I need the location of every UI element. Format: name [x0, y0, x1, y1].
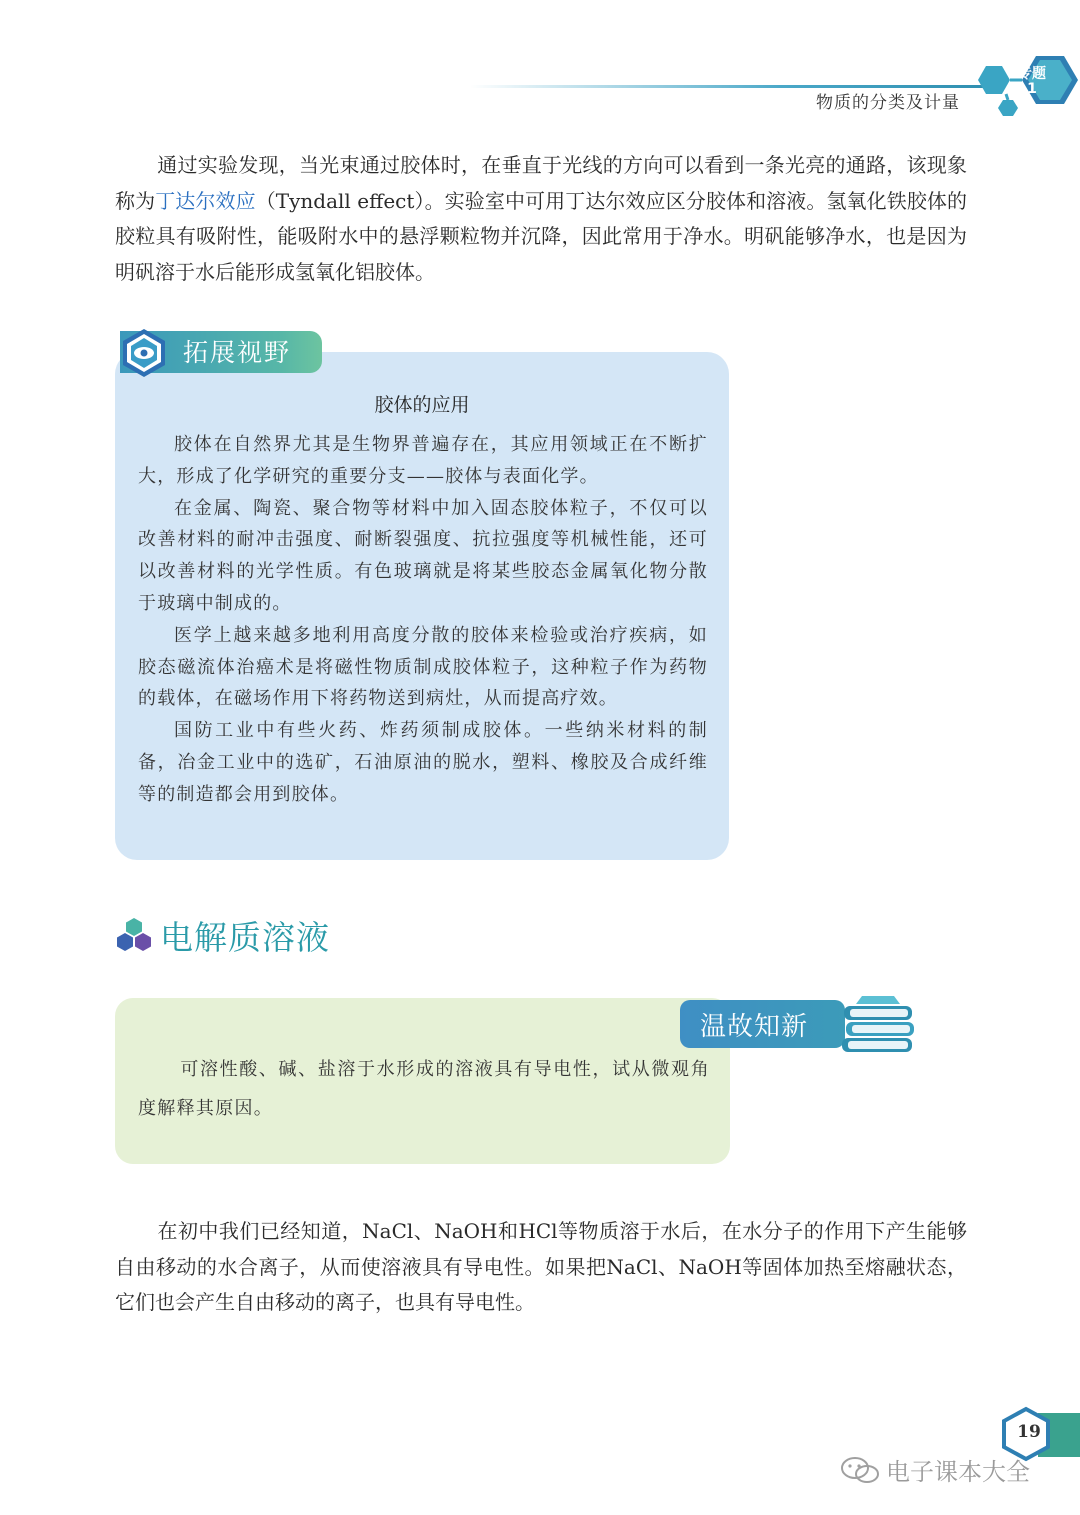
paragraph-tyndall-intro: 通过实验发现，当光束通过胶体时，在垂直于光线的方向可以看到一条光亮的通路，该现象称为 — [115, 153, 967, 213]
review-question — [138, 1050, 710, 1128]
extension-tab-label: 拓展视野 — [183, 338, 292, 367]
tyndall-term: 丁达尔效应 — [155, 188, 256, 213]
extension-paragraph: 国防工业中有些火药、炸药须制成胶体。一些纳米材料的制备，冶金工业中的选矿，石油原油的脱水，塑料、橡胶及合成纤维等的制造都会用到胶体。 — [138, 720, 708, 805]
watermark — [840, 1452, 1030, 1487]
eye-hexagon-icon — [118, 327, 170, 379]
extension-title: 胶体的应用 — [374, 394, 470, 416]
wechat-icon — [840, 1455, 880, 1485]
extension-paragraph: 医学上越来越多地利用高度分散的胶体来检验或治疗疾病，如胶态磁流体治癌术是将磁性物质制成胶体粒子，这种粒子作为药物的载体，在磁场作用下将药物送到病灶，从而提高疗效。 — [138, 624, 708, 710]
review-tab-label: 温故知新 — [700, 1012, 809, 1042]
chapter-number: 1 — [1027, 81, 1037, 97]
paragraph-tyndall-rest: （Tyndall effect）。实验室中可用丁达尔效应区分胶体和溶液。氢氧化铁胶体的胶粒具有吸附性，能吸附水中的悬浮颗粒物并沉降，因此常用于净水。明矾能够净水，也是因为明矾溶于水后能形成氢氧化铝胶体。 — [115, 188, 968, 284]
review-question-text: 可溶性酸、碱、盐溶于水形成的溶液具有导电性，试从微观角度解释其原因。 — [138, 1059, 710, 1119]
watermark-text: 电子课本大全 — [886, 1458, 1030, 1486]
paragraph-electrolyte-text: 在初中我们已经知道，NaCl、NaOH和HCl等物质溶于水后，在水分子的作用下产生能够自由移动的水合离子，从而使溶液具有导电性。如果把NaCl、NaOH等固体加热至熔融状态，它们也会产生自由移动的离子，也具有导电性。 — [115, 1219, 967, 1314]
extension-paragraph: 在金属、陶瓷、聚合物等材料中加入固态胶体粒子，不仅可以改善材料的耐冲击强度、耐断裂强度、抗拉强度等机械性能，还可以改善材料的光学性质。有色玻璃就是将某些胶态金属氧化物分散于玻璃中制成的。 — [138, 497, 708, 614]
books-icon — [838, 994, 918, 1056]
chapter-word: 专题 — [1018, 66, 1046, 82]
paragraph-electrolyte — [115, 1214, 967, 1321]
section-heading: 电解质溶液 — [160, 918, 330, 957]
page-number: 19 — [1017, 1422, 1041, 1442]
section-cubes-icon — [115, 916, 153, 954]
extension-paragraph: 胶体在自然界尤其是生物界普遍存在，其应用领域正在不断扩大，形成了化学研究的重要分支——胶体与表面化学。 — [138, 434, 708, 487]
extension-text — [138, 429, 708, 811]
chapter-badge — [1008, 67, 1056, 97]
paragraph-tyndall — [115, 148, 967, 290]
chapter-subtitle: 物质的分类及计量 — [816, 93, 960, 113]
